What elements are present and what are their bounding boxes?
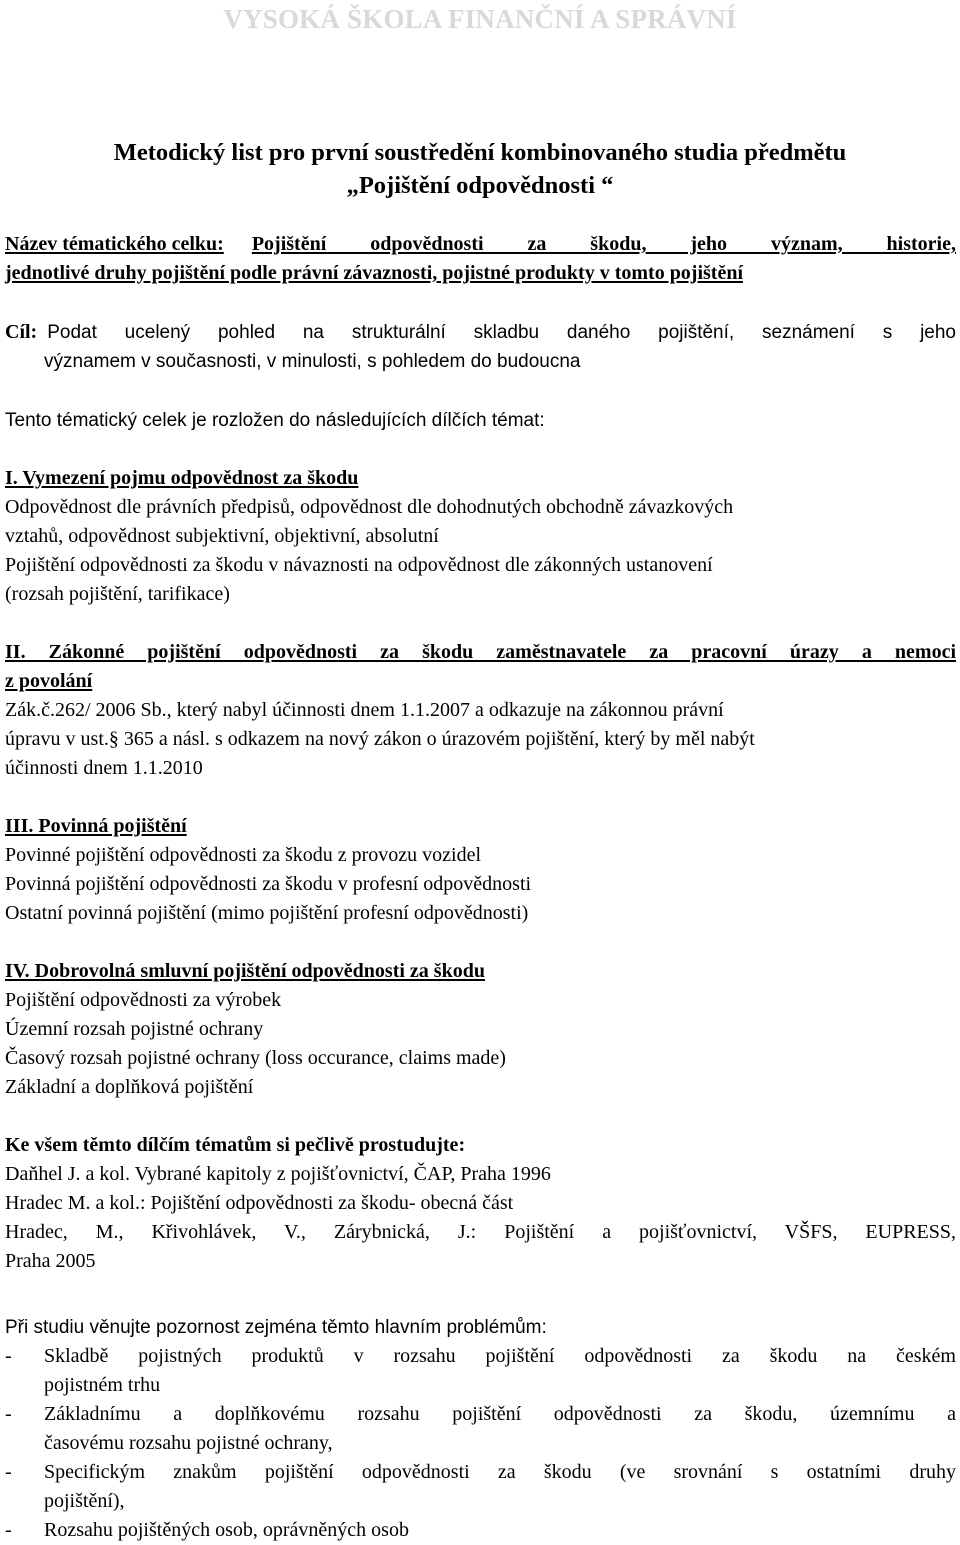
section-2-heading-2: z povolání xyxy=(5,670,93,692)
section-1-line-2: vztahů, odpovědnost subjektivní, objektivní, absolutní xyxy=(5,525,439,547)
section-3-line-3: Ostatní povinná pojištění (mimo pojištění profesní odpovědnosti) xyxy=(5,902,529,924)
section-2-line-2: úpravu v ust.§ 365 a násl. s odkazem na nový zákon o úrazovém pojištění, který by měl nabýt xyxy=(5,728,755,750)
section-3-line-2: Povinná pojištění odpovědnosti za škodu v profesní odpovědnosti xyxy=(5,873,532,895)
goal-line-2: významem v současnosti, v minulosti, s pohledem do budoucna xyxy=(44,351,581,372)
section-2-line-3: účinnosti dnem 1.1.2010 xyxy=(5,757,203,779)
section-4-line-4: Základní a doplňková pojištění xyxy=(5,1076,254,1098)
section-3-heading: III. Povinná pojištění xyxy=(5,815,187,837)
literature-heading: Ke všem těmto dílčím tématům si pečlivě prostudujte: xyxy=(5,1134,466,1156)
bullet-dash: - xyxy=(5,1519,12,1541)
goal-line-1 xyxy=(5,318,956,347)
problem-4-line-1: Rozsahu pojištěných osob, oprávněných osob xyxy=(44,1519,409,1541)
problem-1-line-2: pojistném trhu xyxy=(44,1374,161,1396)
problem-1-line-1: Skladbě pojistných produktů v rozsahu pojištění odpovědnosti za škodu na českém xyxy=(44,1345,956,1367)
literature-line-4: Praha 2005 xyxy=(5,1250,96,1272)
section-1-line-1: Odpovědnost dle právních předpisů, odpovědnost dle dohodnutých obchodně závazkových xyxy=(5,496,734,518)
section-2-line-1: Zák.č.262/ 2006 Sb., který nabyl účinnosti dnem 1.1.2007 a odkazuje na zákonnou právní xyxy=(5,699,724,721)
title-line-2: „Pojištění odpovědnosti “ xyxy=(346,172,614,199)
section-3-line-1: Povinné pojištění odpovědnosti za škodu z provozu vozidel xyxy=(5,844,482,866)
goal-label: Cíl: xyxy=(5,321,38,343)
section-1-line-4: (rozsah pojištění, tarifikace) xyxy=(5,583,230,605)
theme-line-2: jednotlivé druhy pojištění podle právní závaznosti, pojistné produkty v tomto pojištění xyxy=(5,262,744,284)
document-title xyxy=(0,136,960,202)
section-4-heading: IV. Dobrovolná smluvní pojištění odpovědnosti za škodu xyxy=(5,960,485,982)
section-1-heading: I. Vymezení pojmu odpovědnost za škodu xyxy=(5,467,359,489)
section-4-line-3: Časový rozsah pojistné ochrany (loss occurance, claims made) xyxy=(5,1047,506,1069)
theme-line-1 xyxy=(5,230,956,259)
school-header: VYSOKÁ ŠKOLA FINANČNÍ A SPRÁVNÍ xyxy=(223,4,737,34)
bullet-dash: - xyxy=(5,1403,12,1425)
problem-2-line-2: časovému rozsahu pojistné ochrany, xyxy=(44,1432,333,1454)
section-4-line-2: Územní rozsah pojistné ochrany xyxy=(5,1018,264,1040)
theme-label: Název tématického celku: xyxy=(5,233,224,255)
problem-2-line-1: Základnímu a doplňkovému rozsahu pojištění odpovědnosti za škodu, územnímu a xyxy=(44,1403,956,1425)
bullet-dash: - xyxy=(5,1345,12,1367)
literature-line-3: Hradec, M., Křivohlávek, V., Zárybnická, J.: Pojištění a pojišťovnictví, VŠFS, EUPRESS, xyxy=(5,1221,956,1243)
section-1-line-3: Pojištění odpovědnosti za škodu v návaznosti na odpovědnost dle zákonných ustanovení xyxy=(5,554,713,576)
goal-text-1: Podat ucelený pohled na strukturální skladbu daného pojištění, seznámení s jeho xyxy=(47,322,956,343)
theme-text-1: Pojištění odpovědnosti za škodu, jeho význam, historie, xyxy=(251,233,956,255)
literature-line-1: Daňhel J. a kol. Vybrané kapitoly z pojišťovnictví, ČAP, Praha 1996 xyxy=(5,1163,551,1185)
title-line-1: Metodický list pro první soustředění kombinovaného studia předmětu xyxy=(113,139,847,166)
section-2-heading-1: II. Zákonné pojištění odpovědnosti za škodu zaměstnavatele za pracovní úrazy a nemoci xyxy=(5,641,956,663)
literature-line-2: Hradec M. a kol.: Pojištění odpovědnosti za škodu- obecná část xyxy=(5,1192,514,1214)
intro-text: Tento tématický celek je rozložen do následujících dílčích témat: xyxy=(5,410,545,431)
bullet-dash: - xyxy=(5,1461,12,1483)
problems-intro: Při studiu věnujte pozornost zejména těmto hlavním problémům: xyxy=(5,1317,547,1338)
section-4-line-1: Pojištění odpovědnosti za výrobek xyxy=(5,989,282,1011)
problem-3-line-2: pojištění), xyxy=(44,1490,125,1512)
problem-3-line-1: Specifickým znakům pojištění odpovědnosti za škodu (ve srovnání s ostatními druhy xyxy=(44,1461,956,1483)
